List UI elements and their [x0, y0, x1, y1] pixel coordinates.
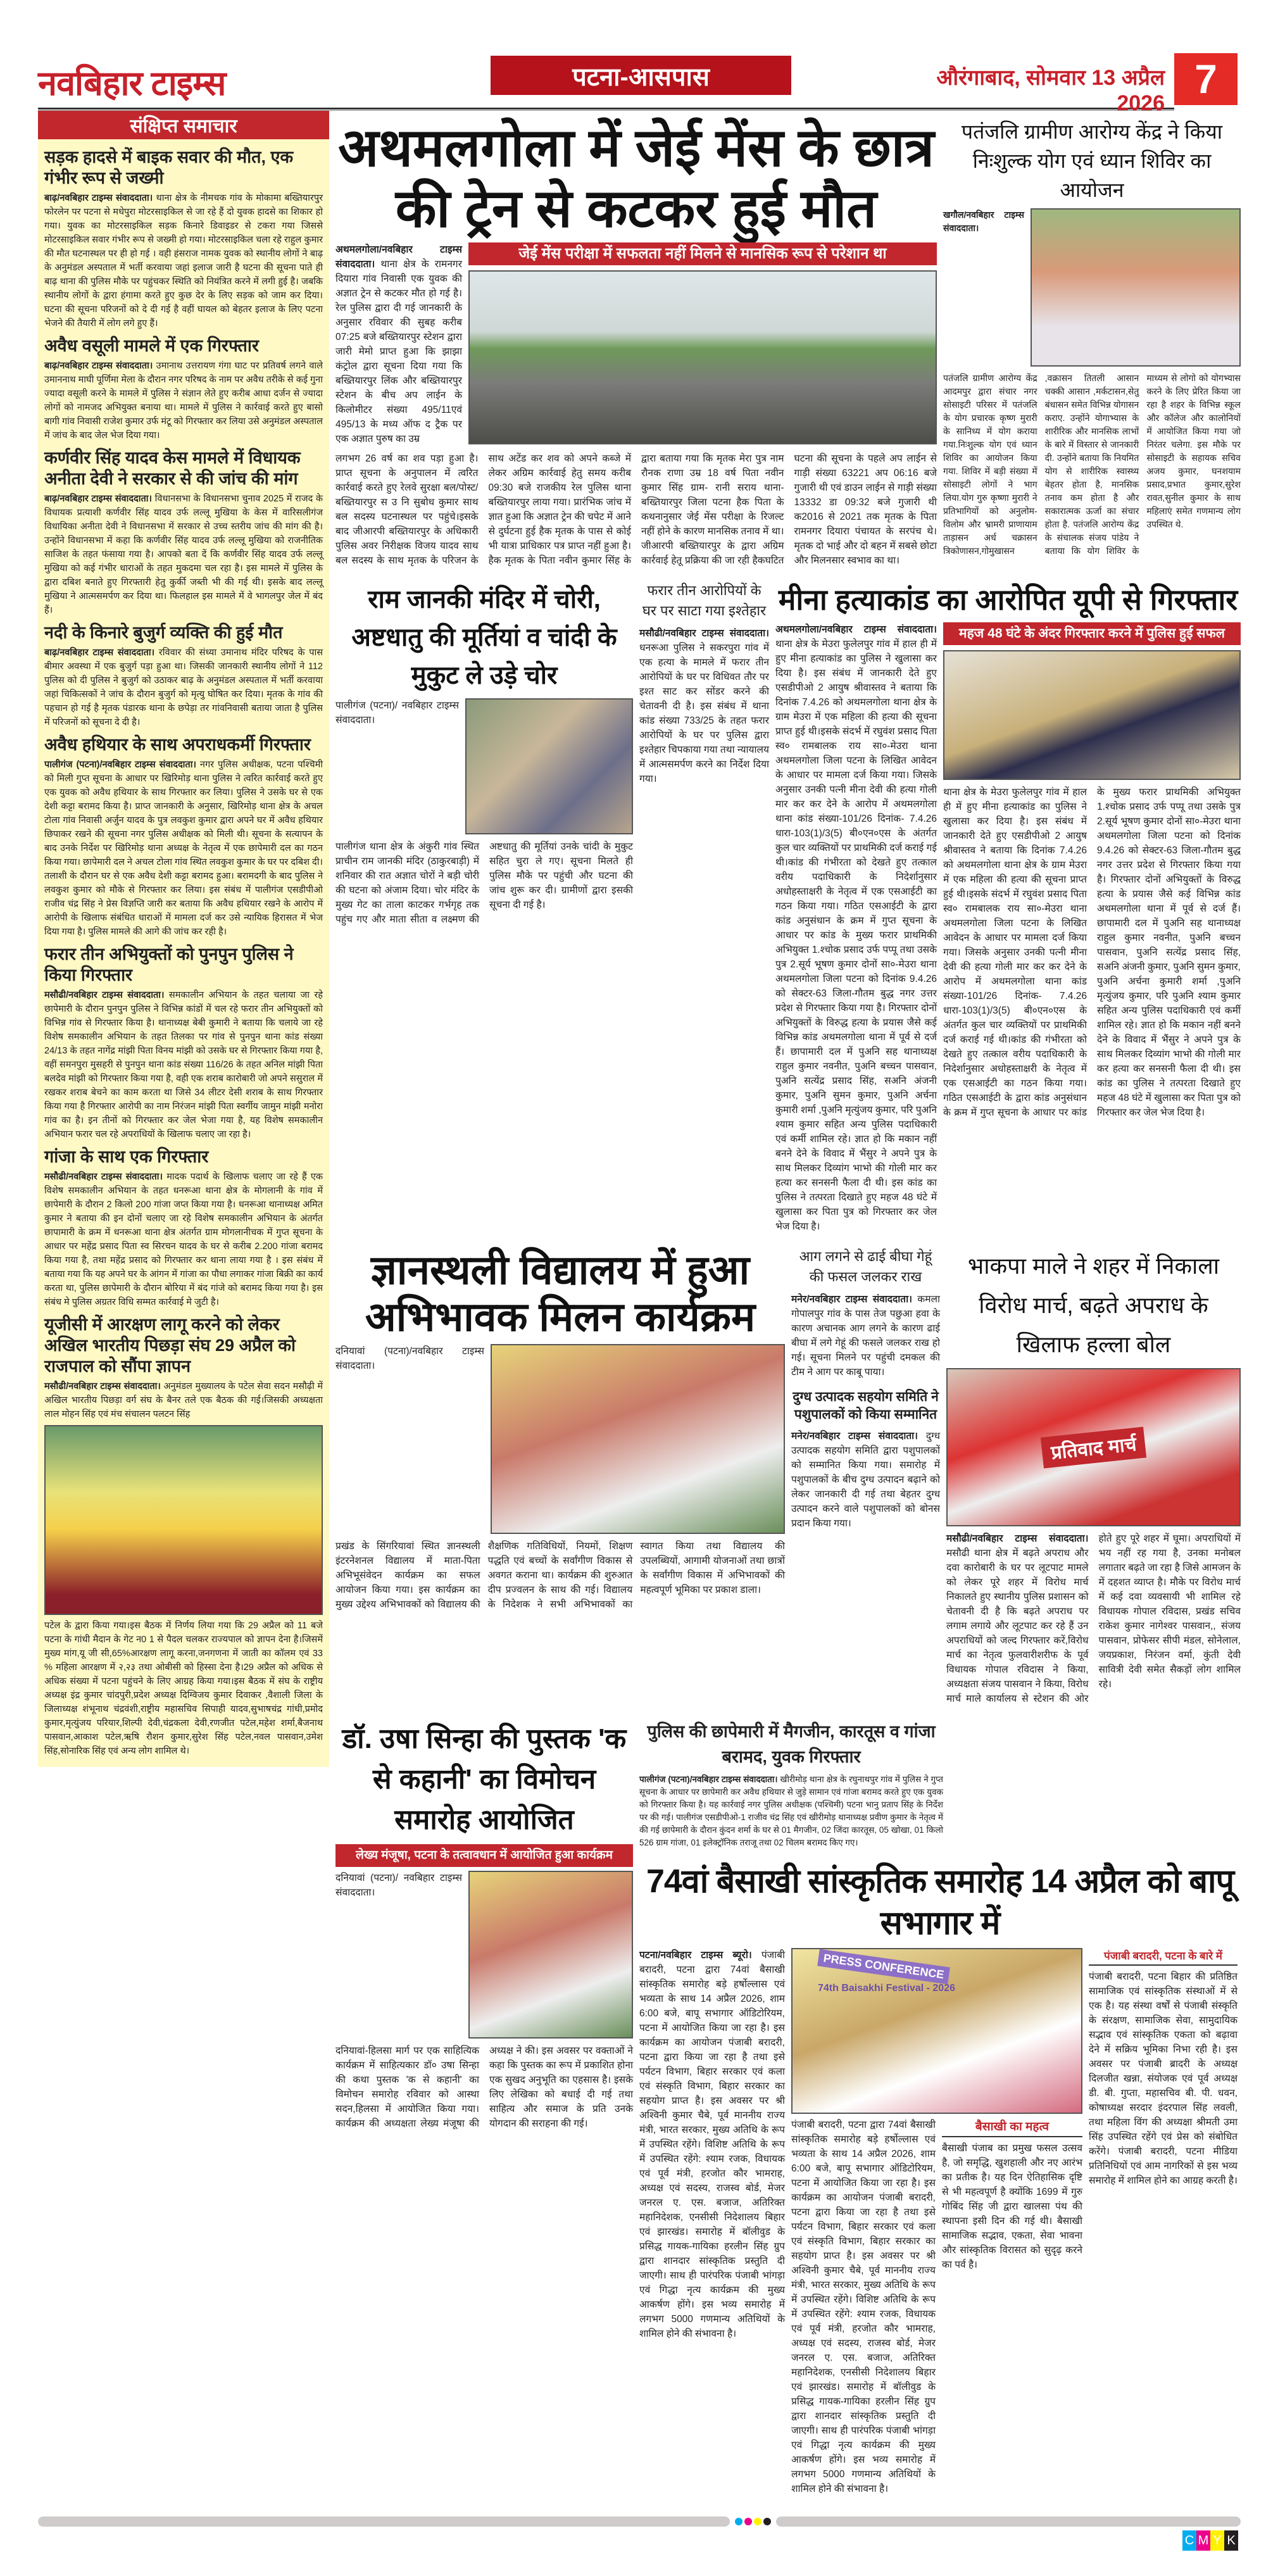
aag-sub-body-text: दुग्ध उत्पादक सहयोग समिति द्वारा पशुपालकों को सम्मानित किया गया। समारोह में पशुपालकों के बीच दुग्ध उत्पादन बढ़ाने को लेकर जानकारी दी गई तथा बेहतर दुग्ध उत्पादन करने वाले पशुपालकों को बोनस प्रदान किया गया। — [791, 1431, 940, 1529]
lead-body-intro — [335, 242, 462, 446]
farar-headline: फरार तीन आरोपियों के घर पर साटा गया इश्तेहार — [642, 582, 767, 619]
cmyk-m: M — [1196, 2530, 1210, 2551]
baisakhi-body — [639, 1948, 785, 2341]
lead-photo-railway-track — [468, 270, 937, 444]
baisakhi-importance-label: बैसाखी का महत्व — [942, 2118, 1082, 2137]
masthead — [38, 53, 1238, 115]
brief-list — [38, 139, 329, 1758]
aag-sub-dateline: मनेर/नवबिहार टाइम्स संवाददाता। — [791, 1431, 918, 1442]
police-headline: पुलिस की छापेमारी में मैगजीन, कारतूस व गांजा बरामद, युवक गिरफ्तार — [647, 1722, 936, 1766]
lead-body-a: थाना क्षेत्र के रामनगर दियारा गांव निवासी एक युवक की अज्ञात ट्रेन से कटकर मौत हो गई है। रेल पुलिस द्वारा दी गई जानकारी के अनुसार रविवार की सुबह करीब 07:25 बजे बख्तियारपुर स्टेशन द्वारा जारी मेमो प्राप्त हुआ कि झाझा कंट्रोल द्वारा सूचना दिया गया कि बख्तियारपुर लिंक और बख्तियारपुर स्टेशन के बीच अप लाईन के किलोमीटर संख्या 495/11एवं 495/13 के मध्य ऑफ द ट्रैक पर एक अज्ञात पुरुष का उम्र — [335, 259, 462, 444]
brief-headline: अवैध वसूली मामले में एक गिरफ्तार — [44, 336, 259, 355]
yellow-dot — [754, 2518, 761, 2525]
brief-headline: सड़क हादसे में बाइक सवार की मौत, एक गंभीर रूप से जख्मी — [44, 148, 294, 187]
brief-news-title: संक्षिप्त समाचार — [38, 111, 329, 139]
brief-text: समकालीन अभियान के तहत चलाया जा रहे छापेमारी के दौरान पुनपुन पुलिस ने विभिन्न कांडों में चल रहे फरार तीन अभियुक्तों को विभिन्न गांव से गिरफ्तार किया है। थानाध्यक्ष बेबी कुमारी ने बताया कि चलाये जा रहे विशेष समकालीन अभियान के तहत तिलका पर गांव से पुनपुन थाना कांड संख्या 24/13 के तहत नागेंद्र मांझी पिता विनय मांझी को उसके घर से गिरफ्तार किया गया है, वहीं समनपुरा मुसहरी से पुनपुन थाना कांड संख्या 116/26 के तहत अनिल मांझी पिता बलदेव मांझी को गिरफ्तार किया गया है, वही एक शराब कारोबारी जो अपने ससुराल में रखकर शराब बेचने का काम करता था जिसे 34 लीटर देसी शराब के साथ गिरफ्तार किया गया है गिरफ्तार आरोपी का नाम निरंजन मांझी पिता स्वर्गीय जामुन मांझी मनोरा गांव का है। इन तीनों को गिरफ्तार कर जेल भेजा गया है, यह विशेष समकालीन अभियान फरार चल रहे अपराधियों के खिलाफ चलाए जा रहा है। — [44, 990, 323, 1140]
patanjali-dateline: खगौल/नवबिहार टाइम्स संवाददाता। — [943, 210, 1024, 233]
brief-body — [44, 646, 323, 729]
aag-body-text: कमला गोपालपुर गांव के पास तेज पछुआ हवा के कारण अचानक आग लगने के कारण ढाई बीघा में लगे गेहूं की फसले जलकर राख हो गई। सूचना मिलने पर पहुंची दमकल की टीम ने आग पर काबू पाया। — [791, 1294, 940, 1378]
aag-sub-headline: दुग्ध उत्पादक सहयोग समिति ने पशुपालकों को किया सम्मानित — [793, 1390, 939, 1422]
baisakhi-middle-text — [791, 2118, 1082, 2496]
row-three — [335, 1247, 1241, 1706]
brief-body — [44, 191, 323, 330]
gyansthali-body: प्रखंड के सिंगरियावां स्थित ज्ञानस्थली इंटरनेशनल विद्यालय में माता-पिता अभिभूसंवेदन कार्यक्रम का सफल आयोजन किया गया। इस कार्यक्रम का मुख्य उद्देश्य अभिभावकों को विद्यालय की शैक्षणिक गतिविधियों, नियमों, शिक्षण पद्धति एवं बच्चों के सर्वांगीण विकास से अवगत कराना था। कार्यक्रम की शुरुआत दीप प्रज्वलन के साथ की गई। विद्यालय के निदेशक ने सभी अभिभावकों का स्वागत किया तथा विद्यालय की उपलब्धियों, आगामी योजनाओं तथा छात्रों के सर्वांगीण विकास में अभिभावकों की महत्वपूर्ण भूमिका पर प्रकाश डाला। — [335, 1541, 785, 1610]
ramjanki-story — [335, 581, 633, 927]
baisakhi-about-label: पंजाबी बरादरी, पटना के बारे में — [1089, 1948, 1238, 1966]
row-four — [335, 1719, 1241, 2496]
meena-story — [775, 581, 1241, 1234]
lead-headline-line1: अथमलगोला में जेई मेंस के छात्र — [338, 118, 934, 177]
brief-text: मादक पदार्थ के खिलाफ चलाए जा रहे हैं एक विशेष समकालीन अभियान के तहत धनरूआ थाना क्षेत्र के मोगलानी के गांव में छापेमारी के दौरान 2 किलो 200 गांजा जप्त किया गया है। धनरूआ थानाध्यक्ष अमित कुमार ने बताया की इन दोनों चलाए जा रहे विशेष समकालीन अभियान के अंतर्गत छापामारी के क्रम में धनरूआ थाना क्षेत्र अंतर्गत ग्राम मोगलानीचक में गुप्त सूचना के आधार पर महेंद्र प्रसाद पिता स्व सिरचन यादव के घर से करीब 2.200 गांजा बरामद किया गया है, तथा महेंद्र प्रसाद को गिरफ्तार कर थाना लाया गया है । इस संबंध में बताया गया कि यह अपने घर के आंगन में गांजा का पौधा लगाकर गांजा बिक्री का कार्य करता था, पुलिस छापेमारी के दौरान बोरिया में बंद गांजे को बरामद किया गया है। इस संबंध मे पुलिस अग्रतर विधि सम्मत कार्रवाई मे जुटी है। — [44, 1172, 323, 1307]
brief-text: अनुमंडल मुख्यालय के पटेल सेवा सदन मसौढ़ी में अखिल भारतीय पिछड़ा वर्ग संघ के बैनर तले एक बैठक की गई।जिसकी अध्यक्षता लाल मोहन सिंह एवं मंच संचालन पलटन सिंह — [44, 1381, 323, 1419]
usha-top — [335, 1871, 633, 2039]
section-title: पटना-आसपास — [491, 56, 791, 95]
police-story — [639, 1719, 943, 1849]
gyansthali-photo — [491, 1344, 785, 1534]
cmyk-c: C — [1182, 2530, 1196, 2551]
usha-photo-book-release — [468, 1871, 633, 2039]
usha-strap: लेख्य मंजूषा, पटना के तत्वावधान में आयोजित हुआ कार्यक्रम — [335, 1844, 633, 1867]
bhakpa-dateline: मसौढी/नवबिहार टाइम्स संवाददाता। — [946, 1533, 1089, 1544]
brief-body — [44, 758, 323, 939]
lead-strap: जेई मेंस परीक्षा में सफलता नहीं मिलने से मानसिक रूप से परेशान था — [468, 242, 937, 265]
bhakpa-photo-march — [946, 1368, 1241, 1526]
press-conference-banner: PRESS CONFERENCE — [817, 1949, 950, 1985]
baisakhi-story — [639, 1861, 1241, 2496]
gyansthali-dateline: दनियावां (पटना)/नवबिहार टाइम्स संवाददाता। — [335, 1346, 484, 1371]
aag-body — [791, 1292, 940, 1379]
ramjanki-headline: राम जानकी मंदिर में चोरी, अष्टधातु की मूर्तियां व चांदी के मुकुट ले उड़े चोर — [351, 586, 617, 689]
footer-bar-left — [38, 2516, 730, 2527]
baisakhi-importance-body: बैसाखी पंजाब का प्रमुख फसल उत्सव है, जो समृद्धि, खुशहाली और नए आरंभ का प्रतीक है। यह दिन ऐतिहासिक दृष्टि से भी महत्वपूर्ण है क्योंकि 1699 में गुरु गोबिंद सिंह जी द्वारा खालसा पंथ की स्थापना इसी दिन की गई थी। बैसाखी सामाजिक सद्भाव, एकता, सेवा भावना और सांस्कृतिक विरासत को सुदृढ़ करने का पर्व है। — [942, 2143, 1082, 2270]
brief-body — [44, 988, 323, 1141]
cmyk-marks — [1182, 2530, 1241, 2551]
brief-dateline: बाढ़/नवबिहार टाइम्स संवाददाता। — [44, 361, 153, 371]
baisakhi-dateline: पटना/नवबिहार टाइम्स ब्यूरो। — [639, 1950, 752, 1961]
farar-body-text: धनरूआ पुलिस ने सकरपुरा गांव में एक हत्या के मामले में फरार तीन आरोपियों के घर पर विधिवत तौर पर इश्त साट कर सोंडर करने की चेतावनी दी है। इस संबंध में थाना कांड संख्या 733/25 के तहत फरार आरोपियों के घर पर पुलिस द्वारा इश्तेहार चिपकाया गया तथा न्यायालय में आत्मसमर्पण करने का निर्देश दिया गया। — [639, 643, 769, 784]
brief-text: उमानाथ उत्तरायण गंगा घाट पर प्रतिवर्ष लगने वाले उमाननाथ माघी पूर्णिमा मेला के दौरान नगर परिषद के नाम पर अवैध तरीके से कई गुना ज्यादा वसूली करने के मामले में पुलिस ने संज्ञान लेते हुए करीब आधा दर्जन से ज्यादा लोगों को नामजद अभियुक्त बनाया था। मामले में पुलिस ने कार्रवाई करते हुए बासो बागी गांव निवासी राजेश कुमार उर्फ मंटू को गिरफ्तार कर लिया उसे अनुमंडल अस्पताल में जांच के बाद जेल भेज दिया गया। — [44, 361, 323, 441]
patanjali-story — [943, 117, 1241, 558]
farar-body — [639, 626, 769, 786]
lead-body: लगभग 26 वर्ष का शव पड़ा हुआ है। प्राप्त सूचना के अनुपालन में त्वरित कार्रवाई करते हुए रेलवे सुरक्षा बल/पोस्ट/ बख्तियारपुर स उ नि सुबोध कुमार साथ बल सदस्य घटनास्थल पर पहुंचे।इसके बाद जीआरपी बख्तियारपुर के अधिकारी पुलिस अवर निरीक्षक विजय यादव साथ बल सदस्य के साथ मृतक के परिजन के साथ अटेंड कर शव को अपने कब्जे में लेकर अग्रिम कार्रवाई हेतु समय करीब 09:30 बजे राजकीय रेल पुलिस थाना बख्तियारपुर लाया गया। प्रारंभिक जांच में ज्ञात हुआ कि अज्ञात ट्रेन की चपेट में आने से दुर्घटना हुई हैक मृतक के पास से कोई भी यात्रा प्राधिकार पत्र प्राप्त नहीं हुआ है। हैक मृतक के पिता नवीन कुमार सिंह के द्वारा बताया गया कि मृतक मेरा पुत्र नाम रौनक राणा उम्र 18 वर्ष पिता नवीन कुमार सिंह ग्राम- रानी सराय थाना- बख्तियारपुर जिला पटना हैक पिता के कथनानुसार जेई मेंस परीक्षा के रिजल्ट नहीं होने के कारण मानसिक तनाव में था। जीआरपी बख्तियारपुर के द्वारा अग्रिम कार्रवाई हेतू प्रक्रिया की जा रही हैकघटित घटना की सूचना के पहले अप लाईन से गाड़ी संख्या 63221 अप 06:16 बजे गुजारी थी एवं डाउन लाईन से गाड़ी संख्या 13332 डा 09:32 बजे गुजारी थी क2016 से 2021 तक मृतक के पिता रामनगर दियारा पंचायत के सरपंच थे। मृतक दो भाई और दो बहन में सबसे छोटा और मिलनसार स्वभाव का था। — [335, 453, 937, 566]
baisakhi-about — [1089, 1948, 1238, 2188]
bhakpa-body — [946, 1531, 1241, 1706]
usha-headline: डॉ. उषा सिन्हा की पुस्तक 'क से कहानी' का विमोचन समारोह आयोजित — [342, 1723, 627, 1835]
farar-dateline: मसौढी/नवबिहार टाइम्स संवाददाता। — [639, 628, 769, 639]
bhakpa-story — [946, 1247, 1241, 1706]
brief-headline: नदी के किनारे बुजुर्ग व्यक्ति की हुई मौत — [44, 623, 283, 642]
page-number: 7 — [1174, 53, 1238, 105]
brief-headline: गांजा के साथ एक गिरफ्तार — [44, 1147, 209, 1166]
meena-dateline: अथमलगोला/नवबिहार टाइम्स संवाददाता। — [775, 624, 937, 635]
brief-dateline: मसौढी/नवबिहार टाइम्स संवाददाता। — [44, 1172, 163, 1182]
baisakhi-body-text: पंजाबी बरादरी, पटना द्वारा 74वां बैसाखी सांस्कृतिक समारोह बड़े हर्षोल्लास एवं भव्यता के साथ 14 अप्रैल 2026, शाम 6:00 बजे, बापू सभागार ऑडिटोरियम, पटना में आयोजित किया जा रहा है। इस कार्यक्रम का आयोजन पंजाबी बरादरी, पटना द्वारा किया जा रहा है तथा इसे पर्यटन विभाग, बिहार सरकार एवं कला एवं संस्कृति विभाग, बिहार सरकार का सहयोग प्राप्त है। इस अवसर पर श्री अश्विनी कुमार चैबे, पूर्व माननीय राज्य मंत्री, भारत सरकार, मुख्य अतिथि के रूप में उपस्थित रहेंगे। विशिष्ट अतिथि के रूप में उपस्थित रहेंगे: श्याम रजक, विधायक एवं पूर्व मंत्री, हरजोत कौर भामराह, अध्यक्ष एवं सदस्य, राजस्व बोर्ड, मेजर जनरल ए. एस. बजाज, अतिरिक्त महानिदेशक, एनसीसी निदेशालय बिहार एवं झारखंड। समारोह में बॉलीवुड के प्रसिद्ध गायक-गायिका हरलीन सिंह ग्रुप द्वारा शानदार सांस्कृतिक प्रस्तुति दी जाएगी। साथ ही पारंपरिक पंजाबी भांगड़ा एवं गिद्धा नृत्य कार्यक्रम की मुख्य आकर्षण होंगे। इस भव्य समारोह में लगभग 5000 गणमान्य अतिथियों के शामिल होने की संभावना है। — [639, 1950, 785, 2339]
bhakpa-headline: भाकपा माले ने शहर में निकाला विरोध मार्च, बढ़ते अपराध के खिलाफ हल्ला बोल — [967, 1253, 1220, 1357]
brief-dateline: मसौढी/नवबिहार टाइम्स संवाददाता। — [44, 990, 165, 1000]
ramjanki-top — [335, 698, 633, 834]
brief-body-continued: पटेल के द्वारा किया गया।इस बैठक में निर्णय लिया गया कि 29 अप्रैल को 11 बजे पटना के गांधी मैदान के गेट न0 1 से पैदल चलकर राज्यपाल को ज्ञापन देना है।जिसमें मुख्य मांग,यू जी सी,65%आरक्षण लागू करना,जनगणना में जाती का कॉलम एवं 33 % महिला आरक्षण में २,२३ तथा ओबीसी को हिस्सा देना है।29 अप्रैल को अधिक से अधिक संख्या में पटना पहुंचने के लिए आग्रह किया गया।इस बैठक में संघ के राष्ट्रीय अध्यक्ष इंद्र कुमार चांदपुरी,प्रदेश अध्यक्ष दिग्विजय कुमार दिवाकर ,वैशाली जिला के जिलाध्यक्ष शंभूनाथ चंद्रवंशी,राष्ट्रीय महासचिव सिपाही यादव,सुभाषचंद्र गांधी,प्रमोद कुमार,मृत्युंजय परियार,शिल्पी देवी,चंद्रकला देवी,रणजीत पटेल,महेश शर्मा,बैजनाथ पासवान,आकाश पटेल,ऋषि रौशन कुमार,सुरेश सिंह पटेल,नवल पासवान,उमेश सिंह,सोनारिक सिंह एवं अन्य लोग शामिल थे। — [44, 1621, 323, 1756]
brief-dateline: बाढ़/नवबिहार टाइम्स संवाददाता। — [44, 648, 155, 658]
patanjali-body-intro — [943, 208, 1024, 235]
brief-dateline: मसौढी/नवबिहार टाइम्स संवाददाता। — [44, 1381, 161, 1392]
lead-media — [468, 242, 937, 444]
brief-text: विधानसभा के विधानसभा चुनाव 2025 में राजद के विधायक प्रत्याशी कर्णवीर सिंह यादव उर्फ लल्लू मुखिया के केस में वारिसलीगंज विधायिका अनीता देवी ने विधानसभा में सरकार से उच्च स्तरीय जांच की मांग की है। उन्होंने विधानसभा में कहा कि कर्णवीर सिंह यादव उर्फ लल्लू मुखिया को राजनीतिक साजिश के तहत फंसाया गया है। आपको बता दें कि कर्णवीर सिंह यादव उर्फ लल्लू मुखिया को कई गंभीर धाराओं के तहत मुकदमा चल रहा है। इस मामले में पुलिस के द्वारा दबिश बनाते हुए गिरफ्तारी हेतु कुर्की जब्ती भी की गई थी। इसके बाद लल्लू मुखिया ने आत्मसमर्पण कर दिया था। फिलहाल इस मामले में वे भागलपुर जेल में बंद हैं। — [44, 494, 323, 615]
brief-photo-protest — [44, 1425, 323, 1615]
police-body — [639, 1773, 943, 1849]
aag-headline: आग लगने से ढाई बीघा गेहूं की फसल जलकर राख — [799, 1248, 932, 1285]
lead-top — [335, 242, 937, 446]
baisakhi-content — [639, 1948, 1241, 2496]
brief-body — [44, 359, 323, 443]
ramjanki-dateline: पालीगंज (पटना)/ नवबिहार टाइम्स संवाददाता। — [335, 700, 459, 726]
meena-body-text: थाना क्षेत्र के मेउरा फुलेलपुर गांव में हाल ही में हुए मीना हत्याकांड का पुलिस ने खुलासा कर दिया है। इस संबंध में जानकारी देते हुए एसडीपीओ 2 आयुष श्रीवास्तव ने बताया कि दिनांक 7.4.26 को अथमलगोला थाना क्षेत्र के ग्राम मेउरा में एक महिला की हत्या की सूचना प्राप्त हुई थी।इसके संदर्भ में रघुवंश प्रसाद पिता स्व० रामबालक राय सा०-मेउरा थाना अथमलगोला जिला पटना के लिखित आवेदन के आधार पर मामला दर्ज किया गया। जिसके अनुसार उनकी पत्नी मीना देवी की हत्या गोली मार कर कर देने के आरोप में अथमलगोला थाना कांड संख्या-101/26 दिनांक- 7.4.26 धारा-103(1)/3(5) बी०एन०एस के अंतर्गत कुल चार व्यक्तियों पर प्राथमिकी दर्ज कराई गई थी।कांड की गंभीरता को देखते हुए तत्काल वरीय पदाधिकारी के निदेर्शानुसार अधोहस्ताक्षरी के नेतृत्व में एक एसआईटी का गठन किया गया। गठित एसआईटी के द्वारा कांड अनुसंधान के क्रम में गुप्त सूचना के आधार पर कांड के मुख्य फरार प्राथमिकी अभियुक्त 1.श्चोक प्रसाद उर्फ पप्पू तथा उसके पुत्र 2.सूर्य भूषण कुमार दोनों सा०-मेउरा थाना अथमलगोला जिला पटना को दिनांक 9.4.26 को सेक्टर-63 जिला-गौतम बुद्ध नगर उत्तर प्रदेश से गिरफ्तार किया गया है। गिरफ्तार दोनों अभियुक्तों के विरुद्ध हत्या के प्रयास जैसे कई विभिन्न कांड अथमलगोला थाना में पूर्व से दर्ज हैं। छापामारी दल में पुअनि सह थानाध्यक्ष राहुल कुमार नवनीत, पुअनि बच्चन पासवान, पुअनि सत्येंद्र प्रसाद सिंह, सअनि अंजनी कुमार, पुअनि सुमन कुमार, पुअनि अर्चना कुमारी शर्मा ,पुअनि मृत्युंजय कुमार, परि पुअनि श्याम कुमार सहित अन्य पुलिस पदाधिकारी एवं कर्मी शामिल रहे। ज्ञात हो कि मकान नहीं बनने देने के विवाद में भैंसुर ने अपने पुत्र के साथ मिलकर दिव्यांग भाभो की गोली मार कर हत्या कर सनसनी फैला दी थी। इस कांड का पुलिस ने तत्परता दिखाते हुए महज 48 घंटे में खुलासा कर पिता पुत्र को गिरफ्तार कर जेल भेज दिया है। — [775, 639, 937, 1232]
row-lead — [335, 117, 1241, 568]
meena-body-continued: थाना क्षेत्र के मेउरा फुलेलपुर गांव में हाल ही में हुए मीना हत्याकांड का पुलिस ने खुलासा कर दिया है। इस संबंध में जानकारी देते हुए एसडीपीओ 2 आयुष श्रीवास्तव ने बताया कि दिनांक 7.4.26 को अथमलगोला थाना क्षेत्र के ग्राम मेउरा में एक महिला की हत्या की सूचना प्राप्त हुई थी।इसके संदर्भ में रघुवंश प्रसाद पिता स्व० रामबालक राय सा०-मेउरा थाना अथमलगोला जिला पटना के लिखित आवेदन के आधार पर मामला दर्ज किया गया। जिसके अनुसार उनकी पत्नी मीना देवी की हत्या गोली मार कर कर देने के आरोप में अथमलगोला थाना कांड संख्या-101/26 दिनांक- 7.4.26 धारा-103(1)/3(5) बी०एन०एस के अंतर्गत कुल चार व्यक्तियों पर प्राथमिकी दर्ज कराई गई थी।कांड की गंभीरता को देखते हुए तत्काल वरीय पदाधिकारी के निदेर्शानुसार अधोहस्ताक्षरी के नेतृत्व में एक एसआईटी का गठन किया गया। गठित एसआईटी के द्वारा कांड अनुसंधान के क्रम में गुप्त सूचना के आधार पर कांड के मुख्य फरार प्राथमिकी अभियुक्त 1.श्चोक प्रसाद उर्फ पप्पू तथा उसके पुत्र 2.सूर्य भूषण कुमार दोनों सा०-मेउरा थाना अथमलगोला जिला पटना को दिनांक 9.4.26 को सेक्टर-63 जिला-गौतम बुद्ध नगर उत्तर प्रदेश से गिरफ्तार किया गया है। गिरफ्तार दोनों अभियुक्तों के विरुद्ध हत्या के प्रयास जैसे कई विभिन्न कांड अथमलगोला थाना में पूर्व से दर्ज हैं। छापामारी दल में पुअनि सह थानाध्यक्ष राहुल कुमार नवनीत, पुअनि बच्चन पासवान, पुअनि सत्येंद्र प्रसाद सिंह, सअनि अंजनी कुमार, पुअनि सुमन कुमार, पुअनि अर्चना कुमारी शर्मा ,पुअनि मृत्युंजय कुमार, परि पुअनि श्याम कुमार सहित अन्य पुलिस पदाधिकारी एवं कर्मी शामिल रहे। ज्ञात हो कि मकान नहीं बनने देने के विवाद में भैंसुर ने अपने पुत्र के साथ मिलकर दिव्यांग भाभो की गोली मार कर हत्या कर सनसनी फैला दी थी। इस कांड का पुलिस ने तत्परता दिखाते हुए महज 48 घंटे में खुलासा कर पिता पुत्र को गिरफ्तार कर जेल भेज दिया है। — [943, 787, 1241, 1118]
brief-dateline: बाढ़/नवबिहार टाइम्स संवाददाता। — [44, 494, 152, 504]
festival-banner: 74th Baisakhi Festival - 2026 — [818, 1983, 955, 1994]
brief-dateline: पालीगंज (पटना)/नवबिहार टाइम्स संवाददाता। — [44, 760, 196, 770]
row-two — [335, 581, 1241, 1234]
brief-text: नगर पुलिस अधीक्षक, पटना पश्चिमी को मिली गुप्त सूचना के आधार पर खिरिमोड़ थाना पुलिस ने त्वरित कार्रवाई करते हुए एक युवक को अवैध हथियार के साथ गिरफ्तार कर लिया। पुलिस ने उसके घर से एक देशी कट्टा बरामद किया है। प्राप्त जानकारी के अनुसार, खिरिमोड़ थाना क्षेत्र के अचल टोला गांव निवासी अर्जुन यादव के पुत्र लवकुश कुमार द्वारा अपने घर में अवैध हथियार छिपाकर रखने की सूचना नगर पुलिस अधीक्षक को मिली थी। सूचना के सत्यापन के बाद उनके निर्देश पर खिरिमोड़ थाना अध्यक्ष के नेतृत्व में एक छापेमारी दल का गठन किया गया। छापेमारी दल ने अचल टोला गांव स्थित लवकुश कुमार के घर पर दबिश दी। तलाशी के दौरान घर से एक अवैध देशी कट्टा बरामद हुआ। बरामदगी के बाद पुलिस ने लवकुश कुमार को मौके से गिरफ्तार कर लिया। इस संबंध में पालीगंज एसडीपीओ राजीव चंद्र सिंह ने प्रेस विज्ञप्ति जारी कर बताया कि अवैध हथियार रखने के आरोप में आरोपी के खिलाफ संबंधित धाराओं में मामला दर्ज कर उसे न्यायिक हिरासत में भेज दिया गया है। पुलिस मामले की आगे की जांच कर रही है। — [44, 760, 323, 937]
meena-body — [775, 622, 937, 1234]
page-body — [38, 111, 1241, 2509]
brief-news-column — [38, 111, 329, 1767]
meena-strap: महज 48 घंटे के अंदर गिरफ्तार करने में पुलिस हुई सफल — [943, 622, 1241, 645]
baisakhi-about-body: पंजाबी बरादरी, पटना बिहार की प्रतिष्ठित सामाजिक एवं सांस्कृतिक संस्थाओं में से एक है। यह संस्था वर्षों से पंजाबी संस्कृति के संरक्षण, सामाजिक सेवा, सामुदायिक सद्भाव एवं सांस्कृतिक एकता को बढ़ावा देने में सक्रिय भूमिका निभा रही है। इस अवसर पर पंजाबी ब्रादरी के अध्यक्ष दिलजीत खन्ना, संयोजक एवं पूर्व अध्यक्ष डी. बी. गुप्ता, महासचिव बी. पी. धवन, कोषाध्यक्ष सरदार इंदरपाल सिंह लवली, तथा महिला विंग की अध्यक्षा श्रीमती उमा सिंह उपस्थित रहेंगे एवं प्रेस को संबोधित करेंगे। पंजाबी बरादरी, पटना मीडिया प्रतिनिधियों एवं आम नागरिकों से इस भव्य समारोह में शामिल होने का आग्रह करती है। — [1089, 1971, 1238, 2186]
brief-body — [44, 1170, 323, 1309]
baisakhi-photo-press-conference — [791, 1948, 1082, 2114]
baisakhi-middle — [791, 1948, 1082, 2496]
patanjali-headline: पतंजलि ग्रामीण आरोग्य केंद्र ने किया निःशुल्क योग एवं ध्यान शिविर का आयोजन — [961, 120, 1223, 201]
brief-headline: फरार तीन अभियुक्तों को पुनपुन पुलिस ने किया गिरफ्तार — [44, 945, 294, 984]
footer — [38, 2516, 1241, 2527]
brief-headline: कर्णवीर सिंह यादव केस मामले में विधायक अनीता देवी ने सरकार से की जांच की मांग — [44, 448, 301, 488]
lead-dateline: अथमलगोला/नवबिहार टाइम्स संवाददाता। — [335, 244, 462, 270]
lead-headline-line2: की ट्रेन से कटकर हुई मौत — [395, 179, 877, 238]
meena-headline: मीना हत्याकांड का आरोपित यूपी से गिरफ्तार — [778, 583, 1238, 616]
registration-dots — [735, 2518, 771, 2525]
right-bottom — [639, 1719, 1241, 2496]
patanjali-top — [943, 208, 1241, 367]
brief-text: थाना क्षेत्र के नीमचक गांव के मोकामा बख्तियारपुर फोरलेन पर पटना से मधेपुरा मोटरसाइकिल से जा रहे हैं दो युवक हादसे का शिकार हो गया। युवक का मोटरसाइकिल सड़क किनारे डिवाइडर से टकरा गया जिससे मोटरसाइकिल सवार गंभीर रूप से जख्मी हो गया। मोटरसाइकिल चला रहे राहुल कुमार की मौत घटनास्थल पर ही हो गई । वही हंसराज नामक युवक को स्थानीय लोगों ने बाढ़ के अनुमंडल अस्पताल में भर्ती करवाया जहां इलाज जारी है घटना की सूचना पाते ही बाढ़ थाना की पुलिस मौके पर पहुंचकर स्थिति को नियंत्रित करने में लगी हुई है। जबकि स्थानीय लोगों के द्वारा हंगामा करते हुए कुछ देर के लिए सड़क को जाम कर दिया। घटना की सूचना परिजनों को दे दी गई है वहीं घायल को बेहतर इलाज के लिए पटना भेजने की तैयारी में लोग लगे हुए हैं। — [44, 193, 323, 329]
ramjanki-body: पालीगंज थाना क्षेत्र के अंकुरी गांव स्थित प्राचीन राम जानकी मंदिर (ठाकुरबाड़ी) में शनिवार की रात अज्ञात चोरों ने बड़ी चोरी की घटना को अंजाम दिया। चोर मंदिर के मुख्य गेट का ताला काटकर गर्भगृह तक पहुंच गए और माता सीता व लक्ष्मण की अष्टधातु की मूर्तियां उनके चांदी के मुकुट सहित चुरा ले गए। सूचना मिलते ही पुलिस मौके पर पहुंची और घटना की जांच शुरू कर दी। ग्रामीणों द्वारा इसकी सूचना दी गई है। — [335, 841, 633, 925]
lead-headline — [335, 117, 937, 239]
aag-sub-body — [791, 1429, 940, 1531]
usha-story — [335, 1719, 633, 2131]
gyansthali-headline: ज्ञानस्थली विद्यालय में हुआ अभिभावक मिलन कार्यक्रम — [365, 1247, 756, 1340]
cmyk-k: K — [1224, 2530, 1238, 2551]
issue-date: औरंगाबाद, सोमवार 13 अप्रैल 2026 — [936, 66, 1165, 115]
magenta-dot — [744, 2518, 752, 2525]
brief-body — [44, 1379, 323, 1421]
gyansthali-top — [335, 1344, 785, 1534]
cmyk-y: Y — [1210, 2530, 1224, 2551]
meena-photo-police — [943, 650, 1241, 780]
baisakhi-headline: 74वां बैसाखी सांस्कृतिक समारोह 14 अप्रैल को बापू सभागार में — [646, 1863, 1234, 1942]
brief-headline: यूजीसी में आरक्षण लागू करने को लेकर अखिल भारतीय पिछड़ा संघ 29 अप्रैल को राजपाल को सौंपा ज्ञापन — [44, 1315, 296, 1376]
brief-text: रविवार की संध्या उमानाथ मंदिर परिषद के पास बीमार अवस्था में एक बुजुर्ग पड़ा हुआ था। जिसकी जानकारी स्थानीय लोगों ने 112 पुलिस को दी पुलिस ने बुजुर्ग को उठाकर बाढ़ के अनुमंडल अस्पताल में भर्ती करवाया जहां चिकित्सकों ने जांच के दौरान बुजुर्ग को मृत्यु घोषित कर दिया। मृतक के गांव की पहचान हो गई है मृतक पंडारक थाना के छपेड़ा तर गांवनिवासी बताया जाता है पुलिस में परिजनों को सूचना दे दी है। — [44, 648, 323, 727]
aag-dateline: मनेर/नवबिहार टाइम्स संवाददाता। — [791, 1294, 913, 1305]
brief-dateline: बाढ़/नवबिहार टाइम्स संवाददाता। — [44, 193, 153, 203]
baisakhi-body-continued: पंजाबी बरादरी, पटना द्वारा 74वां बैसाखी सांस्कृतिक समारोह बड़े हर्षोल्लास एवं भव्यता के साथ 14 अप्रैल 2026, शाम 6:00 बजे, बापू सभागार ऑडिटोरियम, पटना में आयोजित किया जा रहा है। इस कार्यक्रम का आयोजन पंजाबी बरादरी, पटना द्वारा किया जा रहा है तथा इसे पर्यटन विभाग, बिहार सरकार एवं कला एवं संस्कृति विभाग, बिहार सरकार का सहयोग प्राप्त है। इस अवसर पर श्री अश्विनी कुमार चैबे, पूर्व माननीय राज्य मंत्री, भारत सरकार, मुख्य अतिथि के रूप में उपस्थित रहेंगे। विशिष्ट अतिथि के रूप में उपस्थित रहेंगे: श्याम रजक, विधायक एवं पूर्व मंत्री, हरजोत कौर भामराह, अध्यक्ष एवं सदस्य, राजस्व बोर्ड, मेजर जनरल ए. एस. बजाज, अतिरिक्त महानिदेशक, एनसीसी निदेशालय बिहार एवं झारखंड। समारोह में बॉलीवुड के प्रसिद्ध गायक-गायिका हरलीन सिंह ग्रुप द्वारा शानदार सांस्कृतिक प्रस्तुति दी जाएगी। साथ ही पारंपरिक पंजाबी भांगड़ा एवं गिद्धा नृत्य कार्यक्रम की मुख्य आकर्षण होंगे। इस भव्य समारोह में लगभग 5000 गणमान्य अतिथियों के शामिल होने की संभावना है। — [791, 2120, 936, 2494]
police-dateline: पालीगंज (पटना)/नवबिहार टाइम्स संवाददाता। — [639, 1775, 778, 1784]
patanjali-photo-yoga — [1031, 208, 1241, 367]
lead-story — [335, 117, 937, 568]
usha-dateline: दनियावां (पटना)/ नवबिहार टाइम्स संवाददाता। — [335, 1873, 462, 1898]
march-banner-text: प्रतिवाद मार्च — [1041, 1426, 1147, 1468]
meena-content — [775, 622, 1241, 1234]
newspaper-logo: नवबिहार टाइम्स — [38, 65, 226, 103]
patanjali-body: पतंजलि ग्रामीण आरोग्य केंद्र आदमपुर द्वारा संचार नगर सोसाइटी परिसर में पतंजलि के योग प्रचारक कृष्ण मुरारी के सानिध्य में योग कराया गया.निःशुल्क योग एवं ध्यान शिविर का आयोजन किया गया. शिविर में बड़ी संख्या में सोसाइटी लोगों ने भाग लिया.योग गुरु कृष्णा मुरारी ने प्रतिभागियों को अनुलोम-विलोम और भ्रामरी प्राणायाम ताड़ासन अर्ध चक्रासन त्रिकोणासन,गोमुखासन ,वक्रासन तितली आसान चक्की आसान ,मर्कटासन,सेतु बंधासन समेत विभिन्न योगासन कराए. उन्होंने योगाभ्यास के शारीरिक और मानसिक लाभों के बारे में विस्तार से जानकारी दी. उन्होंने बताया कि नियमित योग से शारीरिक स्वास्थ्य बेहतर होता है, मानसिक तनाव कम होता है और सकारात्मक ऊर्जा का संचार होता है. पतंजलि आरोग्य केंद्र के संचालक संजय पांडेय ने बताया कि योग शिविर के माध्यम से लोगो को योगभ्यास करने के लिए प्रेरित किया जा रहा है शहर के विभिन्न स्कूल और कॉलेज और कालोनियों में आयोजित किया गया जो निरंतर चलेगा. इस मौके पर सोसाइटी के सहायक सचिव अजय कुमार, घनशयाम प्रसाद,प्रभात कुमार,सुरेश रावत,सुनील कुमार के साथ महिलाएं समेत गणमान्य लोग उपस्थित थे. — [943, 373, 1241, 556]
meena-media — [943, 622, 1241, 1120]
black-dot — [763, 2518, 771, 2525]
usha-body: दनियावां-हिलसा मार्ग पर एक साहित्यिक कार्यक्रम में साहित्यकार डॉ० उषा सिन्हा की कथा पुस्तक 'क से कहानी' का विमोचन समारोह रविवार को आस्था सदन,हिलसा में आयोजित किया गया। कार्यक्रम की अध्यक्षता लेख्य मंजूषा की अध्यक्ष ने की। इस अवसर पर वक्ताओं ने कहा कि पुस्तक का रूप में प्रकाशित होना एक सुखद अनुभूति का एहसास है। इसके लिए लेखिका को बधाई दी गई तथा साहित्य और समाज के प्रति उनके योगदान की सराहना की गई। — [335, 2045, 633, 2129]
baisakhi-importance — [942, 2118, 1082, 2272]
main-area — [335, 111, 1241, 2509]
police-body-text: खीरीमोड़ थाना क्षेत्र के रघुनाथपुर गांव में पुलिस ने गुप्त सूचना के आधार पर छापेमारी कर अवैध हथियार से जुड़े सामान एवं गांजा बरामद करते हुए एक युवक को गिरफ्तार किया है। यह कार्रवाई नगर पुलिस अधीक्षक (पश्चिमी) पटना भानु प्रताप सिंह के निर्देश पर की गई। पालीगंज एसडीपीओ-1 राजीव चंद्र सिंह एवं खीरीमोड़ थानाध्यक्ष प्रवीण कुमार के नेतृत्व में की गई छापेमारी के दौरान कुंदन शर्मा के घर से 01 मैगजीन, 02 जिंदा कारतूस, 05 खोखा, 01 किलो 526 ग्राम गांजा, 01 इलेक्ट्रॉनिक तराजू तथा 02 चिलम बरामद किए गए। — [639, 1775, 943, 1847]
bhakpa-body-text: मसौढी थाना क्षेत्र में बढ़ते अपराध और दवा कारोबारी के घर पर लूटपाट मामले को लेकर पूरे शहर में विरोध मार्च निकालते हुए स्थानीय पुलिस प्रशासन को चेतावनी दी है कि बढ़ते अपराध पर लगाम लगाये और लूटपाट कर रहे हैं उन अपराधियों को जल्द गिरफ्तार करें,विरोध मार्च का नेतृत्व फुलवारीशरीफ के पूर्व विधायक गोपाल रविदास ने किया, अध्यक्षता संजय पासवान ने किया, विरोध मार्च माले कार्यालय से स्टेशन की ओर होते हुए पूरे शहर में घूमा। अपराधियों में भय नहीं रह गया है, उनका मनोबल लगातार बढ़ते जा रहा है जिसे आमजन के में दहशत व्याप्त है। मौके पर विरोध मार्च में कई दवा व्यवसायी भी शामिल रहे विधायक गोपाल रविदास, प्रखंड सचिव राकेश कुमार नागेश्वर पासवान,, संजय पासवान, प्रोफेसर सीपी मंडल, सोनेलाल, जयप्रकाश, निरंजन वर्मा, कुंती देवी सावित्री देवी समेत सैकड़ों लोग शामिल रहे। — [946, 1533, 1241, 1704]
gyansthali-story — [335, 1247, 785, 1612]
aag-story — [791, 1247, 940, 1531]
footer-bar-right — [776, 2516, 1241, 2527]
farar-story — [639, 581, 769, 786]
ramjanki-photo-temple — [465, 698, 633, 834]
brief-body — [44, 492, 323, 617]
brief-headline: अवैध हथियार के साथ अपराधकर्मी गिरफ्तार — [44, 735, 311, 754]
cyan-dot — [735, 2518, 743, 2525]
